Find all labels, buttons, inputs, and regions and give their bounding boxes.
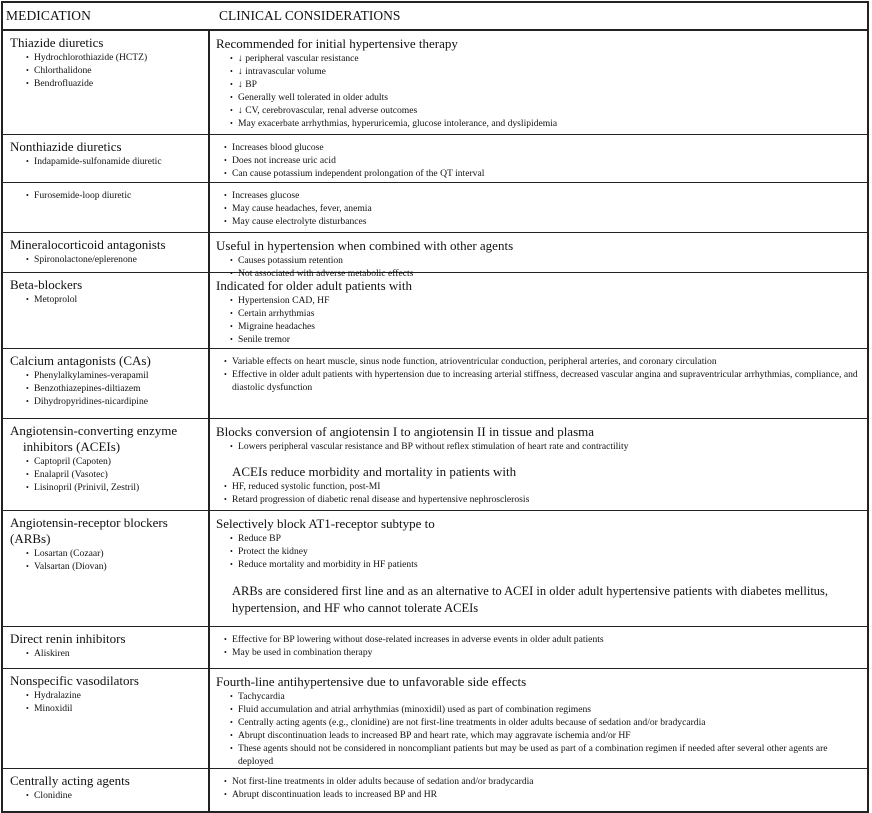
clinical-item: • ↓ CV, cerebrovascular, renal adverse outcomes (216, 104, 861, 117)
medication-item: • Minoxidil (10, 702, 208, 715)
medication-class: Angiotensin-converting enzyme (10, 423, 178, 438)
medication-cell (3, 349, 210, 418)
medication-item: • Indapamide-sulfonamide diuretic (10, 155, 208, 168)
medication-item: • Hydralazine (10, 689, 208, 702)
clinical-cell (210, 183, 867, 232)
clinical-cell (210, 419, 867, 510)
clinical-item: • Centrally acting agents (e.g., clonidine) are not first-line treatments in older adults because of sedation and/or bradycardia (216, 716, 861, 729)
clinical-cell (210, 273, 867, 348)
clinical-note: ARBs are considered first line and as an alternative to ACEI in older adult hypertensive patients with diabetes mellitus, hypertension, and HF who cannot tolerate ACEIs (232, 584, 829, 615)
clinical-item: • ↓ BP (216, 78, 861, 91)
medication-item: • Losartan (Cozaar) (10, 547, 208, 560)
medication-item: • Furosemide-loop diuretic (10, 189, 208, 202)
medication-class: Thiazide diuretics (10, 35, 104, 50)
clinical-cell (210, 511, 867, 626)
clinical-item: • HF, reduced systolic function, post-MI (216, 480, 861, 493)
clinical-cell (210, 349, 867, 418)
medication-cell (3, 31, 210, 134)
medication-class: Mineralocorticoid antagonists (10, 237, 166, 252)
clinical-item: • May exacerbate arrhythmias, hyperuricemia, glucose intolerance, and dyslipidemia (216, 117, 861, 130)
clinical-list (216, 480, 861, 506)
clinical-item: • May cause electrolyte disturbances (216, 215, 861, 228)
clinical-list (216, 355, 861, 394)
medication-cell (3, 627, 210, 668)
medication-list (10, 689, 208, 715)
clinical-item: • Certain arrhythmias (216, 307, 861, 320)
clinical-cell (210, 669, 867, 768)
medication-list (10, 51, 208, 90)
medication-item: • Chlorthalidone (10, 64, 208, 77)
table-row (3, 183, 867, 233)
table-row (3, 627, 867, 669)
table-row (3, 511, 867, 627)
medication-class: Nonspecific vasodilators (10, 673, 139, 688)
medication-cell (3, 769, 210, 811)
table-header (3, 3, 867, 31)
clinical-item: • Effective for BP lowering without dose-related increases in adverse events in older adult patients (216, 633, 861, 646)
clinical-cell (210, 627, 867, 668)
medication-list (10, 369, 208, 408)
medication-class: Angiotensin-receptor blockers (ARBs) (10, 515, 168, 546)
medication-item: • Metoprolol (10, 293, 208, 306)
medication-class-continued: inhibitors (ACEIs) (23, 439, 121, 454)
clinical-item: • Protect the kidney (216, 545, 861, 558)
medication-cell (3, 273, 210, 348)
medication-cell (3, 233, 210, 272)
clinical-heading: Fourth-line antihypertensive due to unfavorable side effects (216, 674, 527, 689)
clinical-list (216, 294, 861, 346)
clinical-list (216, 633, 861, 659)
clinical-item: • Does not increase uric acid (216, 154, 861, 167)
clinical-item: • Not first-line treatments in older adults because of sedation and/or bradycardia (216, 775, 861, 788)
clinical-cell (210, 135, 867, 182)
clinical-list (216, 532, 861, 571)
clinical-list (216, 141, 861, 180)
table-row (3, 135, 867, 183)
clinical-subheading: ACEIs reduce morbidity and mortality in patients with (232, 464, 517, 479)
medication-item: • Lisinopril (Prinivil, Zestril) (10, 481, 208, 494)
clinical-list (216, 440, 861, 453)
medication-item: • Captopril (Capoten) (10, 455, 208, 468)
clinical-item: • These agents should not be considered in noncompliant patients but may be used as part of a combination regimen if needed after several other agents are deployed (216, 742, 861, 768)
clinical-item: • May cause headaches, fever, anemia (216, 202, 861, 215)
clinical-item: • Variable effects on heart muscle, sinus node function, atrioventricular conduction, peripheral arteries, and coronary circulation (216, 355, 861, 368)
clinical-item: • Not associated with adverse metabolic effects (216, 267, 861, 280)
medication-item: • Hydrochlorothiazide (HCTZ) (10, 51, 208, 64)
clinical-item: • Reduce BP (216, 532, 861, 545)
medication-list (10, 647, 208, 660)
table-row (3, 669, 867, 769)
table-body (3, 31, 867, 811)
clinical-cell (210, 769, 867, 811)
medication-list (10, 253, 208, 266)
clinical-cell (210, 31, 867, 134)
medication-class: Direct renin inhibitors (10, 631, 126, 646)
medication-list (10, 789, 208, 802)
medication-item: • Valsartan (Diovan) (10, 560, 208, 573)
clinical-item: • Generally well tolerated in older adults (216, 91, 861, 104)
clinical-item: • Senile tremor (216, 333, 861, 346)
clinical-item: • Abrupt discontinuation leads to increased BP and heart rate, which may aggravate ischemia and/or HF (216, 729, 861, 742)
clinical-heading: Indicated for older adult patients with (216, 278, 413, 293)
medication-class: Calcium antagonists (CAs) (10, 353, 151, 368)
table-row (3, 233, 867, 279)
medication-class: Centrally acting agents (10, 773, 130, 788)
medication-cell (3, 419, 210, 510)
clinical-item: • Abrupt discontinuation leads to increased BP and HR (216, 788, 861, 801)
header-clinical-considerations: CLINICAL CONSIDERATIONS (219, 8, 401, 23)
medication-list (10, 187, 208, 202)
clinical-heading: Useful in hypertension when combined with other agents (216, 238, 514, 253)
medication-list (10, 293, 208, 306)
clinical-item: • ↓ intravascular volume (216, 65, 861, 78)
medication-item: • Aliskiren (10, 647, 208, 660)
medication-cell (3, 135, 210, 182)
table-row (3, 31, 867, 135)
header-medication: MEDICATION (6, 8, 91, 23)
clinical-item: • Increases blood glucose (216, 141, 861, 154)
medication-item: • Spironolactone/eplerenone (10, 253, 208, 266)
clinical-item: • Tachycardia (216, 690, 861, 703)
clinical-heading: Selectively block AT1-receptor subtype to (216, 516, 435, 531)
medication-cell (3, 511, 210, 626)
medication-item: • Phenylalkylamines-verapamil (10, 369, 208, 382)
medication-item: • Dihydropyridines-nicardipine (10, 395, 208, 408)
clinical-item: • Causes potassium retention (216, 254, 861, 267)
clinical-list (216, 189, 861, 228)
medication-list (10, 547, 208, 573)
clinical-heading: Recommended for initial hypertensive therapy (216, 36, 458, 51)
clinical-item: • ↓ peripheral vascular resistance (216, 52, 861, 65)
clinical-list (216, 775, 861, 801)
clinical-list (216, 254, 861, 280)
medication-item: • Bendrofluazide (10, 77, 208, 90)
clinical-cell (210, 233, 867, 279)
clinical-item: • Retard progression of diabetic renal disease and hypertensive nephrosclerosis (216, 493, 861, 506)
clinical-item: • Fluid accumulation and atrial arrhythmias (minoxidil) used as part of combination regimens (216, 703, 861, 716)
medication-item: • Benzothiazepines-diltiazem (10, 382, 208, 395)
medication-class: Nonthiazide diuretics (10, 139, 122, 154)
medication-class: Beta-blockers (10, 277, 83, 292)
medication-table (1, 1, 869, 813)
clinical-item: • Effective in older adult patients with hypertension due to increasing arterial stiffness, decreased vascular angina and supraventricular arrhythmias, compliance, and diastolic dysfunction (216, 368, 861, 394)
table-row (3, 419, 867, 511)
clinical-item: • Reduce mortality and morbidity in HF patients (216, 558, 861, 571)
clinical-item: • Can cause potassium independent prolongation of the QT interval (216, 167, 861, 180)
medication-item: • Clonidine (10, 789, 208, 802)
medication-list (10, 455, 208, 494)
table-row (3, 273, 867, 349)
clinical-item: • Increases glucose (216, 189, 861, 202)
clinical-list (216, 52, 861, 130)
medication-cell (3, 669, 210, 768)
table-row (3, 769, 867, 811)
medication-item: • Enalapril (Vasotec) (10, 468, 208, 481)
medication-list (10, 155, 208, 168)
clinical-list (216, 690, 861, 768)
clinical-item: • Migraine headaches (216, 320, 861, 333)
clinical-item: • Hypertension CAD, HF (216, 294, 861, 307)
medication-cell (3, 183, 210, 232)
clinical-item: • May be used in combination therapy (216, 646, 861, 659)
clinical-item: • Lowers peripheral vascular resistance and BP without reflex stimulation of heart rate and contractility (216, 440, 861, 453)
table-row (3, 349, 867, 419)
clinical-heading: Blocks conversion of angiotensin I to angiotensin II in tissue and plasma (216, 424, 595, 439)
